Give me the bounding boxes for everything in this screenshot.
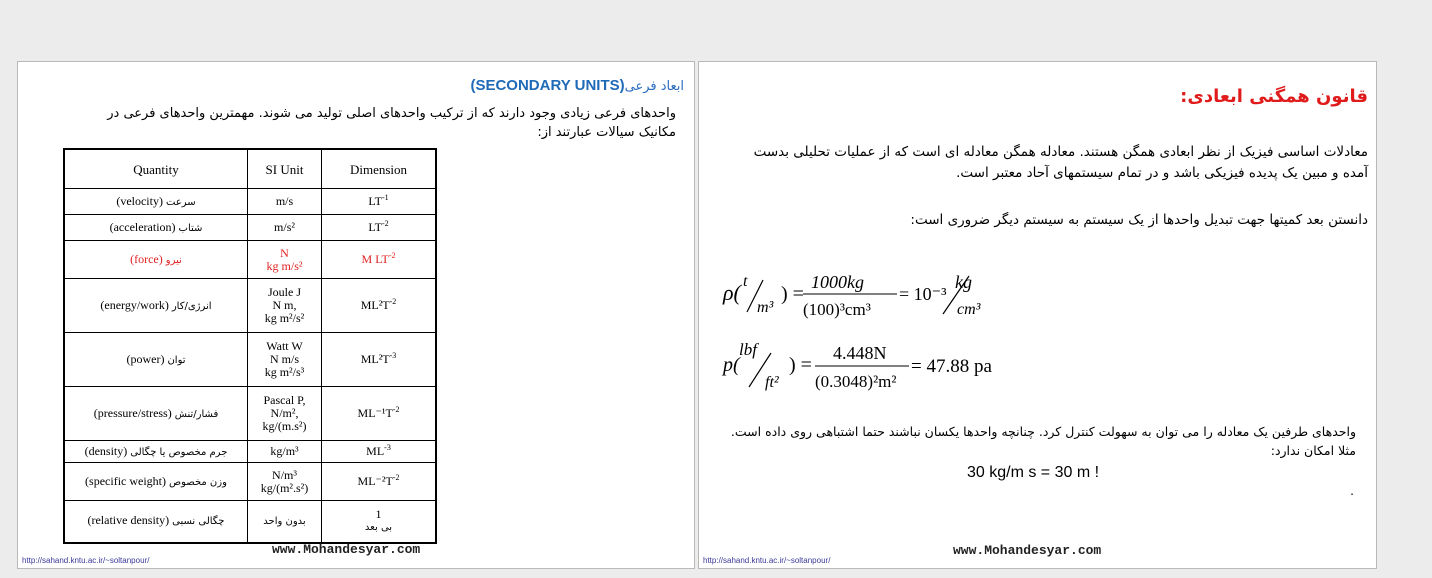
paragraph-conversion: دانستن بعد کمیتها جهت تبدیل واحدها از یک سیستم به سیستم دیگر ضروری است: <box>910 212 1368 228</box>
watermark: www.Mohandesyar.com <box>953 543 1102 558</box>
pressure-conversion-formula <box>719 337 1019 397</box>
table-row <box>64 215 436 241</box>
quantity-english: (energy/work) <box>100 297 169 312</box>
table-row <box>64 463 436 501</box>
unit-line: kg m²/s³ <box>264 365 305 379</box>
table-row <box>64 189 436 215</box>
dimension-base: LT <box>368 220 382 234</box>
dimension-base: LT <box>368 194 382 208</box>
quantity-persian: وزن مخصوص <box>169 476 227 488</box>
unit-line: kg/(m².s²) <box>260 480 309 495</box>
quantity-english: (relative density) <box>87 513 170 528</box>
cell-si-unit <box>248 215 322 241</box>
left-slide <box>17 61 695 569</box>
cell-dimension <box>322 387 437 441</box>
trailing-dot: . <box>1350 484 1354 498</box>
quantity-persian: چگالی نسبی <box>172 516 225 528</box>
cell-si-unit <box>248 441 322 463</box>
unit-line: بدون واحد <box>263 515 306 527</box>
table-header-row <box>64 149 436 189</box>
cell-dimension <box>322 215 437 241</box>
quantity-english: (velocity) <box>116 193 163 208</box>
f1-numerator: 1000kg <box>811 272 864 292</box>
f2-numerator: 4.448N <box>833 343 887 363</box>
table-row <box>64 333 436 387</box>
quantity-persian: توان <box>167 354 186 366</box>
unit-line: Pascal P, <box>263 393 306 407</box>
table-row <box>64 387 436 441</box>
unit-line: N <box>280 245 289 260</box>
quantity-english: (power) <box>126 351 165 366</box>
cell-quantity <box>64 189 248 215</box>
header-si-unit: SI Unit <box>248 149 322 189</box>
cell-si-unit <box>248 463 322 501</box>
dimension-note: بی بعد <box>364 522 393 534</box>
f1-lhs-den: m³ <box>757 299 774 316</box>
f1-denominator: (100)³cm³ <box>803 300 871 319</box>
quantity-english: (specific weight) <box>85 473 167 488</box>
dimension-base: ML²T <box>360 298 390 312</box>
f2-lhs-symbol: p( <box>723 354 740 376</box>
cell-quantity <box>64 387 248 441</box>
paragraph-homogeneity: معادلات اساسی فیزیک از نظر ابعادی همگن هستند. معادله همگن معادله ای است که از عملیات تحلیلی بدست آمده و مبین یک پدیده فیزیکی باشد و در تمام سیستمهای آحاد معتبر است. <box>753 144 1368 181</box>
dimension-base: ML <box>366 444 385 458</box>
dimension-exponent: -2 <box>389 297 397 306</box>
dimension-base: M LT <box>361 252 389 266</box>
density-conversion-formula <box>719 262 1019 322</box>
cell-si-unit <box>248 241 322 279</box>
unit-line: kg m²/s² <box>264 311 305 325</box>
svg-text:) =: ) = <box>781 283 804 305</box>
cell-dimension <box>322 501 437 543</box>
quantity-persian: فشار/تنش <box>174 408 219 420</box>
header-quantity: Quantity <box>64 149 248 189</box>
quantity-english: (force) <box>130 251 163 266</box>
cell-si-unit <box>248 333 322 387</box>
cell-dimension <box>322 441 437 463</box>
source-url[interactable]: http://sahand.kntu.ac.ir/~soltanpour/ <box>22 556 150 565</box>
svg-text:) =: ) = <box>789 354 812 376</box>
f1-lhs-symbol: ρ( <box>723 280 741 305</box>
source-url[interactable]: http://sahand.kntu.ac.ir/~soltanpour/ <box>703 556 831 565</box>
table-row <box>64 279 436 333</box>
paragraph-unit-check: واحدهای طرفین یک معادله را می توان به سهولت کنترل کرد. چنانچه واحدها یکسان نباشند حتما اشتباهی روی داده است. مثلا امکان ندارد: <box>730 424 1356 458</box>
table-body <box>64 189 436 543</box>
cell-si-unit <box>248 279 322 333</box>
cell-si-unit <box>248 189 322 215</box>
cell-quantity <box>64 463 248 501</box>
unit-line: Joule J <box>268 285 301 299</box>
dimension-exponent: -2 <box>392 473 400 482</box>
cell-dimension <box>322 463 437 501</box>
right-slide <box>698 61 1377 569</box>
quantity-english: (density) <box>84 443 128 458</box>
dimension-exponent: -1 <box>381 193 389 202</box>
unit-line: m/s <box>275 194 294 208</box>
cell-quantity <box>64 279 248 333</box>
cell-quantity <box>64 333 248 387</box>
table-row <box>64 441 436 463</box>
heading-english: (SECONDARY UNITS) <box>470 77 625 94</box>
slide-title: قانون همگنی ابعادی: <box>1180 86 1368 107</box>
unit-line: N m, <box>272 298 297 312</box>
f1-mid: = 10⁻³ <box>899 284 947 304</box>
unit-line: m/s² <box>274 220 295 234</box>
unit-line: N m/s <box>269 352 299 366</box>
unit-line: N/m², <box>270 406 299 420</box>
quantity-persian: نیرو <box>165 254 182 266</box>
dimension-exponent: -2 <box>392 405 400 414</box>
quantity-english: (pressure/stress) <box>93 405 172 420</box>
watermark: www.Mohandesyar.com <box>272 542 421 557</box>
dimension-base: ML⁻²T <box>357 474 393 488</box>
cell-quantity <box>64 441 248 463</box>
dimension-exponent: -2 <box>388 251 396 260</box>
quantity-persian: شتاب <box>178 222 203 234</box>
cell-quantity <box>64 215 248 241</box>
dimension-base: ML⁻¹T <box>357 406 393 420</box>
quantity-persian: انرژی/کار <box>171 300 212 312</box>
unit-line: Watt W <box>266 339 303 353</box>
cell-quantity <box>64 241 248 279</box>
dimension-base: 1 <box>375 507 382 522</box>
f2-result: = 47.88 pa <box>911 356 992 377</box>
unit-line: kg/m³ <box>270 444 299 458</box>
table-row <box>64 241 436 279</box>
quantity-english: (acceleration) <box>109 219 176 234</box>
f1-lhs-num: t <box>743 273 748 290</box>
header-dimension: Dimension <box>322 149 437 189</box>
intro-paragraph: واحدهای فرعی زیادی وجود دارند که از ترکیب واحدهای اصلی تولید می شوند. مهمترین واحدهای فرعی در مکانیک سیالات عبارتند از: <box>107 106 676 140</box>
example-equation: 30 kg/m s = 30 m ! <box>967 464 1100 481</box>
dimension-exponent: -3 <box>384 443 391 452</box>
unit-line: N/m³ <box>272 467 297 482</box>
heading-persian: ابعاد فرعی <box>624 79 684 94</box>
f1-rhs-den: cm³ <box>957 301 981 318</box>
f2-lhs-num: lbf <box>739 340 757 359</box>
dimension-exponent: -2 <box>381 219 389 228</box>
cell-si-unit <box>248 501 322 543</box>
cell-dimension <box>322 279 437 333</box>
quantity-persian: جرم مخصوص یا چگالی <box>130 446 228 458</box>
cell-dimension <box>322 241 437 279</box>
quantity-persian: سرعت <box>165 196 196 208</box>
cell-si-unit <box>248 387 322 441</box>
cell-dimension <box>322 333 437 387</box>
f2-lhs-den: ft² <box>765 374 779 391</box>
table-row <box>64 501 436 543</box>
unit-line: kg m/s² <box>266 258 303 273</box>
units-table <box>63 148 437 544</box>
dimension-exponent: -3 <box>389 351 397 360</box>
cell-quantity <box>64 501 248 543</box>
slide-heading <box>470 75 684 94</box>
f1-rhs-num: kg <box>955 272 972 292</box>
dimension-base: ML²T <box>360 352 390 366</box>
cell-dimension <box>322 189 437 215</box>
unit-line: kg/(m.s²) <box>262 419 307 433</box>
f2-denominator: (0.3048)²m² <box>815 372 897 391</box>
